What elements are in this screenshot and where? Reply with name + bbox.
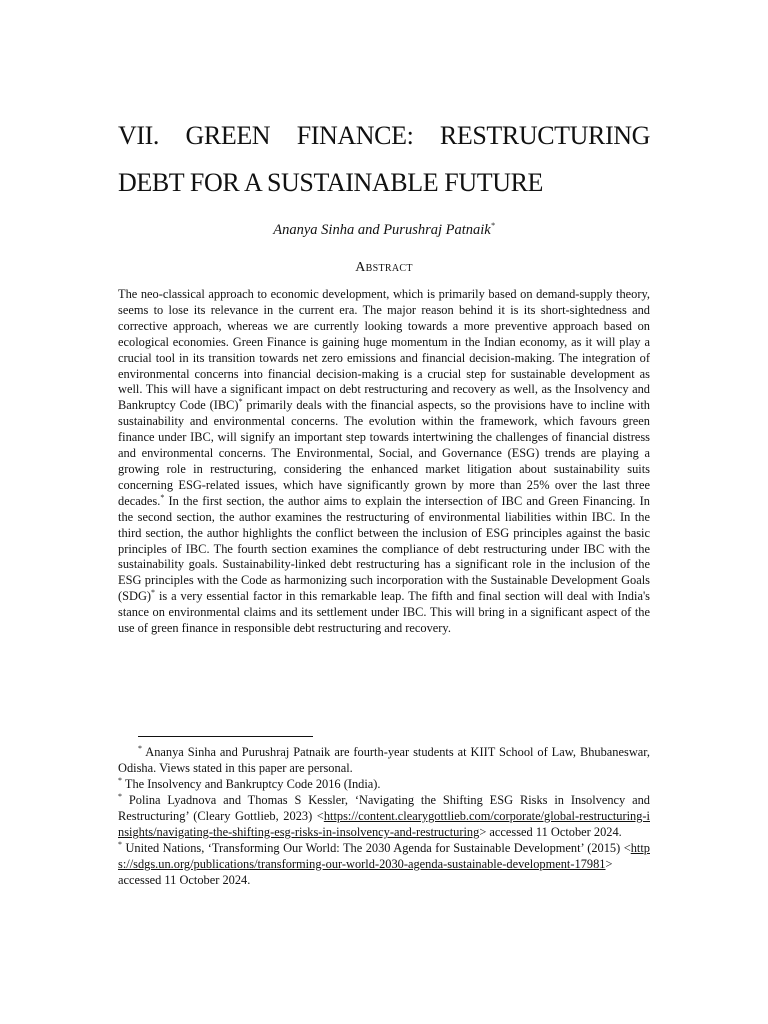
title-line-2: DEBT FOR A SUSTAINABLE FUTURE [118, 168, 544, 197]
abstract-text: is a very essential factor in this remarkable leap. The fifth and final section will deal with India's stance on environmental claims and its settlement under IBC. This will bring in a significant aspect of the use of green finance in responsible debt restructuring and recovery. [118, 589, 650, 636]
footnote-link[interactable]: https://sdgs.un.org/publications/transforming-our-world-2030-agenda-sustainable-development-17981 [118, 841, 650, 871]
footnotes [118, 744, 650, 888]
footnote-ref[interactable]: * [160, 492, 165, 502]
title-word: VII. [118, 121, 159, 150]
abstract-text: primarily deals with the financial aspects, so the provisions have to incline with sustainability and environmental concerns. The evolution within the framework, which favours green finance under IBC, will signify an important step towards intertwining the challenges of financial distress and environmental concerns. The Environmental, Social, and Governance (ESG) trends are playing a growing role in restructuring, considering the enhanced market litigation about sustainability suits concerning ESG-related issues, which have significantly grown by more than 25% over the last three decades. [118, 398, 650, 508]
footnote-text: Ananya Sinha and Purushraj Patnaik are fourth-year students at KIIT School of Law, Bhubaneswar, Odisha. Views stated in this paper are personal. [118, 745, 650, 775]
footnote-marker: * [118, 791, 122, 801]
footnote-link[interactable]: https://content.clearygottlieb.com/corporate/global-restructuring-insights/navigating-the-shifting-esg-risks-in-insolvency-and-restructuring [118, 809, 650, 839]
footnote-divider [138, 736, 313, 737]
title-word: RESTRUCTURING [439, 121, 650, 150]
title-word: FINANCE: [296, 121, 414, 150]
footnote-3 [118, 792, 650, 840]
author-line [118, 222, 650, 239]
author-footnote-marker[interactable]: * [490, 221, 495, 231]
footnote-ref[interactable]: * [238, 397, 243, 407]
footnote-marker: * [138, 743, 142, 753]
title-line-1 [118, 112, 650, 159]
abstract-text: In the first section, the author aims to explain the intersection of IBC and Green Financing. In the second section, the author examines the restructuring of environmental liabilities within IBC. In the third section, the author highlights the conflict between the inclusion of ESG principles against the basic principles of IBC. The fourth section examines the compliance of debt restructuring under IBC with the sustainability goals. Sustainability-linked debt restructuring has a significant role in the inclusion of the ESG principles with the Code as harmonizing such incorporation with the Sustainable Development Goals (SDG) [118, 493, 650, 604]
footnote-ref[interactable]: * [151, 588, 156, 598]
footnote-marker: * [118, 839, 122, 849]
footnote-text: > accessed 11 October 2024. [118, 857, 613, 887]
author-names: Ananya Sinha and Purushraj Patnaik [273, 222, 491, 238]
footnote-marker: * [118, 775, 122, 785]
footnote-text: > accessed 11 October 2024. [479, 825, 622, 839]
title-word: GREEN [185, 121, 271, 150]
abstract-heading: Abstract [355, 260, 413, 275]
footnote-4 [118, 840, 650, 888]
footnote-1 [118, 744, 650, 776]
paper-title [118, 112, 650, 206]
footnote-2 [118, 776, 650, 792]
footnote-text: Polina Lyadnova and Thomas S Kessler, ‘Navigating the Shifting ESG Risks in Insolvency and Restructuring’ (Cleary Gottlieb, 2023) < [118, 793, 650, 823]
abstract-text: The neo-classical approach to economic development, which is primarily based on demand-supply theory, seems to lose its relevance in the current era. The major reason behind it is its short-sightedness and corrective approach, whereas we are currently looking towards a more preventive approach based on ecological economies. Green Finance is gaining huge momentum in the Indian economy, as it will play a crucial tool in its transition towards net zero emissions and financial decision-making. The integration of environmental concerns into financial decision-making is a crucial step for sustainable development as well. This will have a significant impact on debt restructuring and recovery as well, as the Insolvency and Bankruptcy Code (IBC) [118, 287, 650, 413]
footnote-text: The Insolvency and Bankruptcy Code 2016 (India). [122, 777, 381, 791]
abstract-body [118, 287, 650, 637]
footnote-text: United Nations, ‘Transforming Our World: The 2030 Agenda for Sustainable Development’ (2015) < [122, 841, 631, 855]
